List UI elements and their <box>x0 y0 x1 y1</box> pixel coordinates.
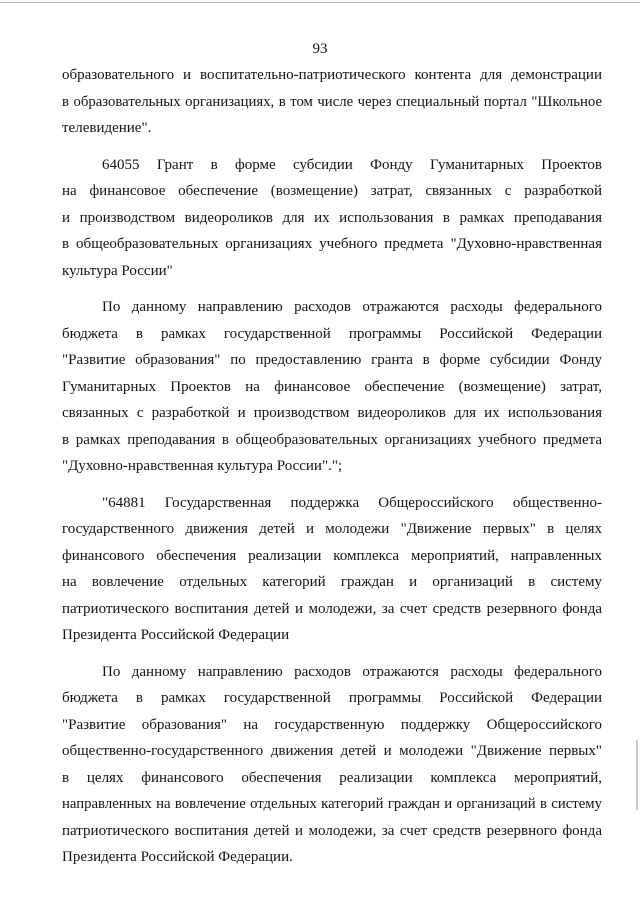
text-line: образовательного и воспитательно-патриотического контента для демонстрации <box>62 67 602 83</box>
text-line: "Развитие образования" по предоставлению гранта в форме субсидии Фонду <box>62 352 602 368</box>
text-line: государственного движения детей и молодежи "Движение первых" в целях <box>62 521 602 537</box>
text-line: финансового обеспечения реализации комплекса мероприятий, направленных <box>62 547 602 564</box>
text-line: на финансовое обеспечение (возмещение) затрат, связанных с разработкой <box>62 183 602 199</box>
text-line: общественно-государственного движения детей и молодежи "Движение первых" <box>62 743 602 759</box>
text-line: патриотического воспитания детей и молодежи, за счет средств резервного фонда <box>62 822 602 839</box>
text-line: в целях финансового обеспечения реализации комплекса мероприятий, <box>62 769 602 786</box>
text-line: Гуманитарных Проектов на финансовое обеспечение (возмещение) затрат, <box>62 378 602 395</box>
paragraph-1 <box>62 62 602 142</box>
page-number: 93 <box>312 41 328 57</box>
text-line: и производством видеороликов для их использования в рамках преподавания <box>62 209 602 226</box>
text-line: культура России" <box>62 262 173 279</box>
text-line: По данному направлению расходов отражаются расходы федерального <box>102 299 602 315</box>
scan-edge-line <box>0 2 640 3</box>
text-line: патриотического воспитания детей и молодежи, за счет средств резервного фонда <box>62 600 602 617</box>
text-line: бюджета в рамках государственной программы Российской Федерации <box>62 690 602 706</box>
text-line: направленных на вовлечение отдельных категорий граждан и организаций в систему <box>62 796 602 812</box>
text-line: телевидение". <box>62 120 152 136</box>
scan-margin-mark <box>636 740 638 810</box>
text-line: связанных с разработкой и производством видеороликов для их использования <box>62 405 602 421</box>
paragraph-4 <box>62 490 602 649</box>
text-line: Президента Российской Федерации. <box>62 849 293 865</box>
text-line: Президента Российской Федерации <box>62 627 290 643</box>
paragraph-5 <box>62 659 602 871</box>
text-line: 64055 Грант в форме субсидии Фонду Гуманитарных Проектов <box>102 156 602 173</box>
text-line: в образовательных организациях, в том числе через специальный портал "Школьное <box>62 93 602 110</box>
text-line: По данному направлению расходов отражаются расходы федерального <box>102 663 602 680</box>
paragraph-2 <box>62 152 602 285</box>
text-line: на вовлечение отдельных категорий граждан и организаций в систему <box>62 574 602 590</box>
text-line: бюджета в рамках государственной программы Российской Федерации <box>62 325 602 342</box>
paragraph-3 <box>62 294 602 480</box>
text-line: "Духовно-нравственная культура России"."; <box>62 458 343 474</box>
text-line: в общеобразовательных организациях учебного предмета "Духовно-нравственная <box>62 236 602 252</box>
text-line: "64881 Государственная поддержка Общероссийского общественно- <box>102 494 602 511</box>
text-line: "Развитие образования" на государственную поддержку Общероссийского <box>62 716 602 733</box>
document-body <box>62 62 602 881</box>
text-line: в рамках преподавания в общеобразовательных организациях учебного предмета <box>62 431 602 448</box>
